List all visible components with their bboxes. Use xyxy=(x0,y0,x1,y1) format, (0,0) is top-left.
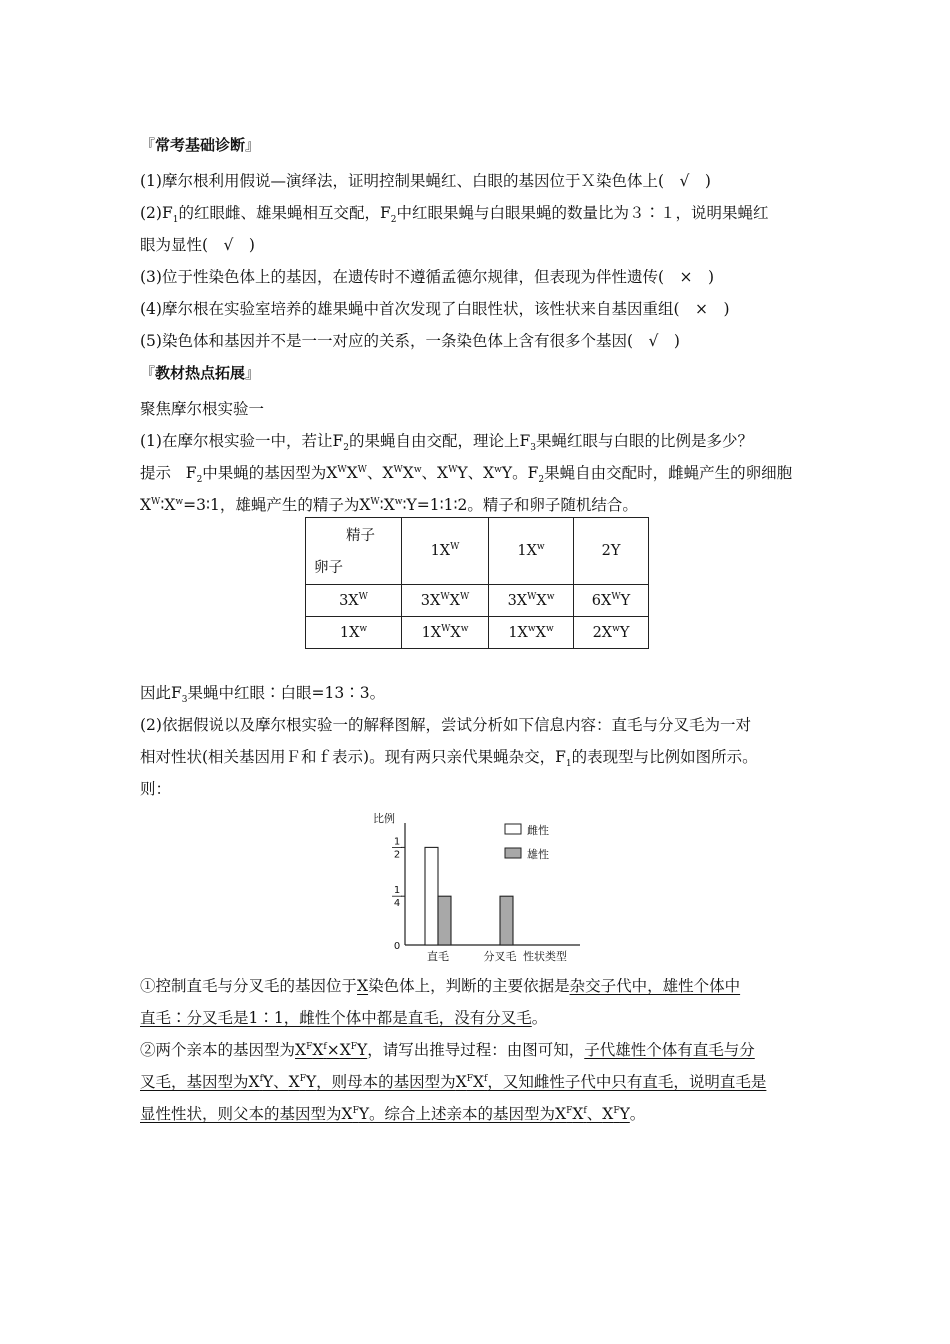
question-2-line-2: 相对性状(相关基因用Ｆ和ｆ表示)。现有两只亲代果蝇杂交，$F_1$的表现型与比例如图所示。 xyxy=(140,748,758,770)
bar-male-2 xyxy=(500,896,513,945)
y-tick-label: 0 xyxy=(393,941,401,952)
bar-chart xyxy=(365,808,605,968)
statement-1: (1)摩尔根利用假说—演绎法，证明控制果蝇红、白眼的基因位于Ｘ染色体上( √ ) xyxy=(140,172,711,190)
table-cell: $1X^wX^w$ xyxy=(489,617,574,649)
statement-3: (3)位于性染色体上的基因，在遗传时不遵循孟德尔规律，但表现为伴性遗传( × ) xyxy=(140,268,715,286)
section-heading-textbook-extension: 『教材热点拓展』 xyxy=(140,364,261,382)
conclusion-line: 因此$F_3$果蝇中红眼∶白眼=13∶3。 xyxy=(140,684,386,706)
legend-swatch xyxy=(505,848,521,858)
statement-5: (5)染色体和基因并不是一一对应的关系，一条染色体上含有很多个基因( √ ) xyxy=(140,332,680,350)
bar-male-1 xyxy=(438,896,451,945)
row-header: $3X^W$ xyxy=(306,585,402,617)
question-2-line-3: 则： xyxy=(140,780,172,798)
table-cell: $2X^wY$ xyxy=(574,617,649,649)
y-tick-denominator: 4 xyxy=(393,898,401,910)
table-corner-cell xyxy=(306,518,402,585)
table-row xyxy=(306,518,649,585)
section-heading-basic-diagnosis xyxy=(140,134,820,156)
legend-label: 雌性 xyxy=(527,824,549,837)
question-2-line-1: (2)依据假说以及摩尔根实验一的解释图解，尝试分析如下信息内容：直毛与分叉毛为一对 xyxy=(140,716,751,734)
header-sperm: 精子 xyxy=(346,528,375,544)
header-egg: 卵子 xyxy=(314,560,343,576)
answer-2-line-3: 显性性状，则父本的基因型为$X^FY$。综合上述亲本的基因型为$X^FX^f$、$X^FY$。 xyxy=(140,1105,646,1123)
answer-2-line-1: ②两个亲本的基因型为$X^FX^f\times X^FY$，请写出推导过程：由图可知，子代雄性个体有直毛与分 xyxy=(140,1041,755,1059)
y-tick-numerator: 1 xyxy=(393,885,401,897)
table-cell: $6X^WY$ xyxy=(574,585,649,617)
table-row xyxy=(306,585,649,617)
statement-2: $(2)F_1$的红眼雌、雄果蝇相互交配，$F_2$中红眼果蝇与白眼果蝇的数量比为３∶１，说明果蝇红 xyxy=(140,204,769,226)
question-1: (1)在摩尔根实验一中，若让$F_2$的果蝇自由交配，理论上$F_3$果蝇红眼与白眼的比例是多少？ xyxy=(140,432,753,454)
punnett-square-table xyxy=(305,517,649,649)
y-axis-label: 比例 xyxy=(373,812,395,825)
statement-4: (4)摩尔根在实验室培养的雄果蝇中首次发现了白眼性状，该性状来自基因重组( × ) xyxy=(140,300,730,318)
table-cell: $3X^WX^W$ xyxy=(402,585,489,617)
bar-female-1 xyxy=(425,847,438,945)
column-header: 2Y xyxy=(574,518,649,585)
table-cell: $3X^WX^w$ xyxy=(489,585,574,617)
legend-label: 雄性 xyxy=(527,848,549,861)
table-row xyxy=(306,617,649,649)
subtitle: 聚焦摩尔根实验一 xyxy=(140,400,265,418)
category-label: 直毛 xyxy=(427,950,449,963)
section-title: 教材热点拓展 xyxy=(155,364,246,382)
column-header: $1X^w$ xyxy=(489,518,574,585)
legend-swatch xyxy=(505,824,521,834)
bracket-close: 』 xyxy=(245,136,261,154)
section-title: 常考基础诊断 xyxy=(155,136,246,154)
answer-2-line-2: 叉毛，基因型为$X^fY$、$X^FY$，则母本的基因型为$X^FX^f$，又知雌性子代中只有直毛，说明直毛是 xyxy=(140,1073,767,1091)
y-tick-denominator: 2 xyxy=(393,849,401,861)
row-header: $1X^w$ xyxy=(306,617,402,649)
answer-1-line-2: 直毛∶分叉毛是1∶1，雌性个体中都是直毛，没有分叉毛。 xyxy=(140,1009,548,1027)
column-header: $1X^W$ xyxy=(402,518,489,585)
hint-label: 提示 xyxy=(140,464,172,482)
statement-2-cont: 眼为显性( √ ) xyxy=(140,236,255,254)
y-tick-numerator: 1 xyxy=(393,836,401,848)
x-axis-label: 性状类型 xyxy=(523,950,567,963)
hint-line-2: $X^W∶X^w=3∶1$，雄蝇产生的精子为$X^W∶X^w∶Y=1∶1∶2$。精子和卵子随机结合。 xyxy=(140,496,638,514)
hint-line-1: 提示 $F_2$中果蝇的基因型为$X^WX^W$、$X^WX^w$、$X^WY$、$X^wY$。$F_2$果蝇自由交配时，雌蝇产生的卵细胞 xyxy=(140,464,793,486)
category-label: 分叉毛 xyxy=(483,950,517,963)
answer-1-line-1: ①控制直毛与分叉毛的基因位于X染色体上，判断的主要依据是杂交子代中，雄性个体中 xyxy=(140,977,741,995)
bracket-open: 『 xyxy=(140,136,156,154)
table-cell: $1X^WX^w$ xyxy=(402,617,489,649)
